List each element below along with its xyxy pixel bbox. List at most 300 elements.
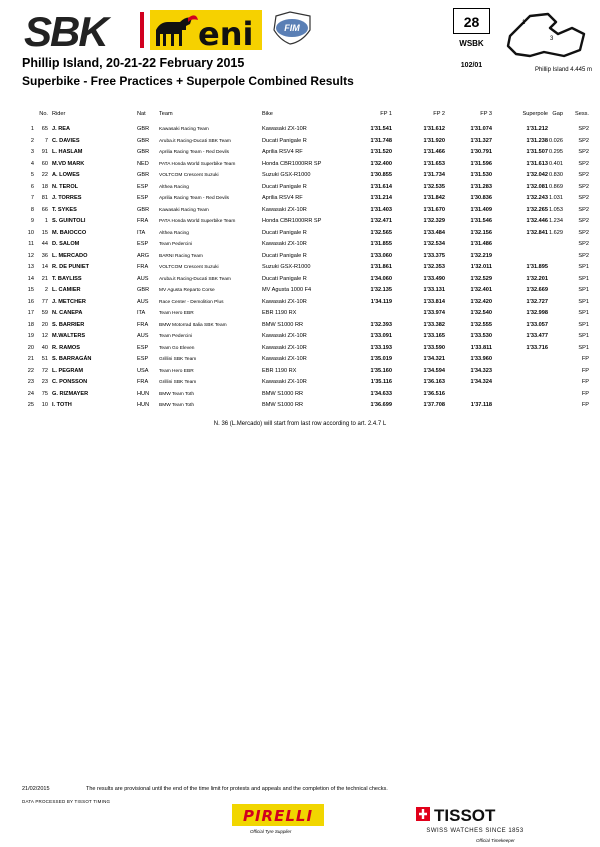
cell-no: 75 bbox=[41, 390, 48, 397]
cell-bike: BMW S1000 RR bbox=[262, 321, 304, 328]
grid-note: N. 36 (L.Mercado) will start from last row according to art. 2.4.7 L bbox=[213, 421, 387, 427]
cell-nat: GBR bbox=[137, 126, 150, 132]
cell-fp1: 1'32.393 bbox=[370, 321, 392, 328]
cell-rider: N. TEROL bbox=[52, 183, 79, 190]
cell-team: Aprilia Racing Team - Red Devils bbox=[159, 150, 230, 155]
cell-nat: AUS bbox=[137, 298, 149, 305]
cell-nat: FRA bbox=[137, 379, 149, 385]
cell-fp2: 1'33.590 bbox=[423, 344, 445, 351]
table-row bbox=[22, 193, 590, 205]
cell-fp3: 1'31.596 bbox=[470, 160, 492, 167]
cell-rider: M.VD MARK bbox=[52, 160, 85, 167]
cell-gap: 1.053 bbox=[549, 206, 563, 213]
cell-rider: S. BARRAGÁN bbox=[52, 356, 92, 362]
cell-team: Race Center - Demolition Plus bbox=[159, 299, 224, 305]
cell-no: 36 bbox=[41, 252, 48, 259]
series-label: WSBK bbox=[459, 39, 484, 48]
cell-fp1: 1'32.565 bbox=[370, 229, 392, 236]
cell-fp3: 1'34.323 bbox=[470, 367, 492, 374]
cell-bike: Kawasaki ZX-10R bbox=[262, 379, 307, 385]
cell-pos: 23 bbox=[27, 379, 34, 385]
cell-pos: 17 bbox=[27, 310, 34, 316]
cell-rider: L. PEGRAM bbox=[52, 367, 84, 374]
table-row bbox=[22, 400, 590, 412]
cell-team: Althea Racing bbox=[159, 230, 189, 236]
cell-pos: 11 bbox=[28, 241, 34, 247]
cell-team: MV Agusta Reparto Corse bbox=[159, 288, 215, 293]
cell-no: 1 bbox=[44, 218, 48, 224]
cell-bike: Ducati Panigale R bbox=[262, 252, 307, 259]
cell-sp: 1'33.057 bbox=[526, 321, 548, 328]
cell-team: Althea Racing bbox=[159, 184, 189, 190]
table-row bbox=[22, 262, 590, 274]
cell-sess: SP2 bbox=[578, 149, 589, 155]
cell-bike: Kawasaki ZX-10R bbox=[262, 344, 307, 351]
cell-rider: C. DAVIES bbox=[52, 137, 80, 144]
cell-fp1: 1'31.748 bbox=[370, 137, 392, 144]
table-row bbox=[22, 377, 590, 389]
cell-pos: 5 bbox=[30, 172, 34, 178]
cell-nat: FRA bbox=[137, 218, 149, 224]
col-fp3: FP 3 bbox=[480, 111, 492, 117]
cell-pos: 4 bbox=[30, 160, 34, 167]
table-row bbox=[22, 285, 590, 297]
col-superpole: Superpole bbox=[522, 111, 548, 117]
table-row bbox=[22, 182, 590, 194]
col-rider: Rider bbox=[52, 111, 66, 117]
cell-bike: EBR 1190 RX bbox=[262, 310, 297, 316]
cell-bike: Ducati Panigale R bbox=[262, 229, 307, 236]
cell-fp2: 1'31.842 bbox=[423, 195, 445, 201]
cell-gap: 1.234 bbox=[549, 218, 563, 224]
svg-text:FIM: FIM bbox=[284, 23, 300, 33]
cell-nat: GBR bbox=[137, 206, 150, 213]
cell-no: 14 bbox=[41, 264, 48, 270]
cell-no: 21 bbox=[41, 275, 48, 282]
cell-nat: GBR bbox=[137, 287, 150, 293]
cell-rider: G. RIZMAYER bbox=[52, 390, 89, 397]
cell-pos: 25 bbox=[27, 402, 34, 408]
cell-sp: 1'32.081 bbox=[526, 183, 548, 190]
cell-team: Kawasaki Racing Team bbox=[159, 127, 209, 132]
col-gap: Gap bbox=[552, 111, 563, 117]
table-row bbox=[22, 159, 590, 171]
cell-gap: 0.830 bbox=[549, 172, 563, 178]
cell-fp3: 1'32.420 bbox=[470, 298, 492, 305]
cell-fp1: 1'32.135 bbox=[370, 287, 392, 293]
col-sess: Sess. bbox=[575, 111, 589, 117]
cell-no: 44 bbox=[41, 241, 48, 247]
table-row bbox=[22, 354, 590, 366]
tissot-logo bbox=[416, 804, 534, 836]
cell-sp: 1'32.841 bbox=[526, 229, 548, 236]
cell-no: 23 bbox=[41, 379, 48, 385]
cell-no: 22 bbox=[41, 172, 48, 178]
timing-credit: DATA PROCESSED BY TISSOT TIMING bbox=[22, 799, 111, 804]
cell-fp1: 1'35.116 bbox=[370, 379, 392, 385]
cell-bike: BMW S1000 RR bbox=[262, 390, 304, 397]
cell-no: 20 bbox=[41, 321, 48, 328]
cell-nat: ARG bbox=[137, 252, 150, 259]
cell-team: Team Go Eleven bbox=[159, 345, 195, 351]
eni-wordmark: eni bbox=[198, 15, 254, 52]
cell-rider: L. HASLAM bbox=[52, 149, 83, 155]
cell-no: 40 bbox=[41, 344, 48, 351]
table-row bbox=[22, 124, 590, 136]
cell-pos: 2 bbox=[30, 137, 34, 144]
cell-rider: R. RAMOS bbox=[52, 344, 80, 351]
cell-sess: SP2 bbox=[578, 160, 589, 167]
col-no: No. bbox=[39, 111, 48, 117]
col-bike: Bike bbox=[262, 111, 273, 117]
cell-sess: FP bbox=[581, 356, 589, 362]
cell-sess: SP2 bbox=[578, 195, 589, 201]
tyre-supplier-caption: Official Tyre Supplier bbox=[250, 829, 292, 834]
cell-fp1: 1'35.160 bbox=[370, 367, 392, 374]
cell-bike: Aprilia RSV4 RF bbox=[262, 149, 303, 155]
cell-no: 77 bbox=[41, 298, 48, 305]
timekeeper-caption: Official Timekeeper bbox=[476, 838, 515, 843]
cell-fp2: 1'32.329 bbox=[423, 218, 445, 224]
cell-pos: 18 bbox=[27, 321, 34, 328]
cell-sp: 1'31.507 bbox=[526, 149, 548, 155]
cell-fp2: 1'32.353 bbox=[423, 264, 445, 270]
round-number: 28 bbox=[453, 8, 490, 34]
cell-fp2: 1'31.920 bbox=[423, 137, 445, 144]
cell-sp: 1'31.238 bbox=[526, 137, 548, 144]
cell-rider: I. TOTH bbox=[52, 402, 72, 408]
table-row bbox=[22, 136, 590, 148]
sbk-eni-logo bbox=[22, 8, 322, 52]
cell-gap: 0.401 bbox=[549, 160, 563, 167]
footer-disclaimer: The results are provisional until the end of the time limit for protests and appeals and the completion of the technical checks. bbox=[86, 786, 388, 792]
cell-team: BMW Motorrad Italia SBK Team bbox=[159, 322, 227, 328]
cell-pos: 21 bbox=[27, 356, 34, 362]
cell-sess: SP1 bbox=[578, 344, 589, 351]
fim-logo bbox=[274, 12, 310, 44]
cell-bike: Ducati Panigale R bbox=[262, 137, 307, 144]
cell-nat: ESP bbox=[137, 356, 149, 362]
cell-sess: SP1 bbox=[578, 275, 589, 282]
cell-fp3: 1'31.327 bbox=[470, 137, 492, 144]
cell-fp1: 1'34.060 bbox=[370, 275, 392, 282]
cell-team: Aruba.it Racing-Ducati SBK Team bbox=[159, 138, 231, 144]
cell-team: PATA Honda World Superbike Team bbox=[159, 161, 236, 167]
cell-sess: SP2 bbox=[578, 172, 589, 178]
cell-gap: 0.869 bbox=[549, 183, 563, 190]
cell-sess: SP1 bbox=[578, 298, 589, 305]
col-fp2: FP 2 bbox=[433, 111, 445, 117]
cell-nat: GBR bbox=[137, 172, 150, 178]
cell-no: 60 bbox=[41, 160, 48, 167]
cell-nat: AUS bbox=[137, 333, 149, 339]
cell-team: VOLTCOM Crescent Suzuki bbox=[159, 265, 219, 270]
cell-fp2: 1'34.594 bbox=[423, 367, 445, 374]
track-map-icon bbox=[500, 6, 592, 68]
cell-no: 10 bbox=[41, 402, 48, 408]
document-code: 102/01 bbox=[460, 62, 483, 69]
cell-no: 2 bbox=[44, 287, 48, 293]
cell-fp3: 1'31.074 bbox=[470, 126, 492, 132]
cell-sess: FP bbox=[581, 390, 589, 397]
cell-no: 15 bbox=[41, 229, 48, 236]
cell-sp: 1'32.669 bbox=[526, 287, 548, 293]
cell-nat: ITA bbox=[137, 229, 146, 236]
cell-team: Aruba.it Racing-Ducati SBK Team bbox=[159, 276, 231, 282]
table-row bbox=[22, 366, 590, 378]
cell-fp1: 1'33.091 bbox=[370, 333, 392, 339]
cell-fp2: 1'32.535 bbox=[423, 183, 445, 190]
sbk-wordmark: SBK bbox=[24, 8, 107, 52]
table-row bbox=[22, 320, 590, 332]
cell-fp3: 1'31.283 bbox=[470, 183, 492, 190]
cell-fp2: 1'31.653 bbox=[423, 160, 445, 167]
cell-rider: J. REA bbox=[52, 126, 71, 132]
cell-fp2: 1'37.708 bbox=[423, 402, 445, 408]
cell-bike: Kawasaki ZX-10R bbox=[262, 298, 307, 305]
cell-bike: Kawasaki ZX-10R bbox=[262, 241, 307, 247]
cell-no: 51 bbox=[41, 356, 48, 362]
cell-sess: SP2 bbox=[578, 206, 589, 213]
col-fp1: FP 1 bbox=[380, 111, 392, 117]
cell-fp1: 1'31.520 bbox=[370, 149, 392, 155]
table-row bbox=[22, 216, 590, 228]
cell-team: Grillini SBK Team bbox=[159, 380, 197, 385]
col-nat: Nat bbox=[137, 111, 146, 117]
col-team: Team bbox=[159, 111, 173, 117]
cell-bike: Honda CBR1000RR SP bbox=[262, 218, 322, 224]
cell-sess: SP2 bbox=[578, 183, 589, 190]
cell-fp3: 1'30.791 bbox=[470, 149, 492, 155]
cell-no: 7 bbox=[44, 137, 48, 144]
cell-fp3: 1'32.401 bbox=[470, 287, 492, 293]
cell-gap: 0.295 bbox=[549, 149, 563, 155]
cell-pos: 13 bbox=[27, 264, 34, 270]
cell-team: Team Hero EBR bbox=[159, 311, 194, 316]
cell-bike: Ducati Panigale R bbox=[262, 183, 307, 190]
cell-rider: S. GUINTOLI bbox=[52, 218, 86, 224]
cell-sp: 1'32.727 bbox=[526, 298, 548, 305]
cell-fp2: 1'33.490 bbox=[423, 275, 445, 282]
cell-bike: Suzuki GSX-R1000 bbox=[262, 172, 311, 178]
cell-team: BMW Team Toth bbox=[159, 391, 195, 397]
cell-team: Grillini SBK Team bbox=[159, 357, 197, 362]
session-title: Superbike - Free Practices + Superpole Combined Results bbox=[22, 74, 354, 88]
cell-team: VOLTCOM Crescent Suzuki bbox=[159, 173, 219, 178]
cell-fp2: 1'31.612 bbox=[423, 126, 445, 132]
cell-sp: 1'31.895 bbox=[526, 264, 548, 270]
cell-sp: 1'32.265 bbox=[526, 206, 548, 213]
table-row bbox=[22, 251, 590, 263]
cell-fp3: 1'30.836 bbox=[470, 195, 492, 201]
cell-team: Team Pedercini bbox=[159, 242, 193, 247]
cell-bike: Kawasaki ZX-10R bbox=[262, 333, 307, 339]
table-row bbox=[22, 228, 590, 240]
cell-nat: FRA bbox=[137, 321, 149, 328]
cell-fp3: 1'32.555 bbox=[470, 321, 492, 328]
cell-fp3: 1'31.530 bbox=[470, 172, 492, 178]
cell-sess: SP2 bbox=[578, 126, 589, 132]
cell-nat: ESP bbox=[137, 241, 149, 247]
cell-sess: SP2 bbox=[578, 241, 589, 247]
cell-fp3: 1'32.156 bbox=[470, 229, 492, 236]
cell-rider: J. METCHER bbox=[52, 298, 86, 305]
cell-bike: BMW S1000 RR bbox=[262, 402, 304, 408]
cell-fp1: 1'32.400 bbox=[370, 160, 392, 167]
cell-fp3: 1'33.811 bbox=[470, 344, 492, 351]
cell-sess: SP1 bbox=[578, 333, 589, 339]
table-row bbox=[22, 297, 590, 309]
cell-pos: 9 bbox=[30, 218, 34, 224]
table-row bbox=[22, 389, 590, 401]
cell-pos: 12 bbox=[27, 252, 34, 259]
cell-sess: SP1 bbox=[578, 321, 589, 328]
cell-team: Kawasaki Racing Team bbox=[159, 207, 209, 213]
track-length: Phillip Island 4.445 m bbox=[534, 67, 592, 73]
cell-nat: ESP bbox=[137, 183, 149, 190]
cell-pos: 19 bbox=[27, 333, 34, 339]
cell-sess: SP2 bbox=[578, 137, 589, 144]
cell-fp3: 1'32.540 bbox=[470, 310, 492, 316]
cell-rider: S. BARRIER bbox=[52, 321, 85, 328]
cell-fp1: 1'34.633 bbox=[370, 390, 392, 397]
cell-sp: 1'32.998 bbox=[526, 310, 548, 316]
cell-sess: SP1 bbox=[578, 310, 589, 316]
cell-rider: C. PONSSON bbox=[52, 379, 88, 385]
cell-sp: 1'32.446 bbox=[526, 218, 548, 224]
cell-pos: 14 bbox=[27, 275, 34, 282]
cell-nat: NED bbox=[137, 160, 149, 167]
cell-fp2: 1'31.466 bbox=[423, 149, 445, 155]
cell-fp2: 1'32.534 bbox=[423, 241, 445, 247]
cell-gap: 1.629 bbox=[549, 229, 563, 236]
table-row bbox=[22, 331, 590, 343]
cell-rider: M.WALTERS bbox=[52, 333, 86, 339]
cell-bike: Ducati Panigale R bbox=[262, 275, 307, 282]
cell-fp2: 1'33.375 bbox=[423, 252, 445, 259]
cell-fp1: 1'34.119 bbox=[370, 298, 392, 305]
cell-bike: EBR 1190 RX bbox=[262, 367, 297, 374]
table-row bbox=[22, 308, 590, 320]
cell-no: 72 bbox=[41, 367, 48, 374]
svg-text:3: 3 bbox=[550, 36, 554, 42]
results-table bbox=[22, 124, 590, 412]
cell-bike: Honda CBR1000RR SP bbox=[262, 160, 322, 167]
cell-team: BARNI Racing Team bbox=[159, 253, 203, 259]
cell-sess: SP2 bbox=[578, 218, 589, 224]
cell-sp: 1'31.613 bbox=[526, 160, 548, 167]
cell-fp3: 1'31.486 bbox=[470, 241, 492, 247]
cell-pos: 20 bbox=[27, 344, 34, 351]
svg-text:1: 1 bbox=[522, 20, 526, 26]
cell-no: 66 bbox=[41, 206, 48, 213]
cell-fp1: 1'31.214 bbox=[370, 195, 392, 201]
cell-rider: T. SYKES bbox=[52, 206, 77, 213]
cell-fp2: 1'33.165 bbox=[423, 333, 445, 339]
cell-fp2: 1'33.974 bbox=[423, 310, 445, 316]
cell-pos: 24 bbox=[27, 390, 34, 397]
cell-pos: 7 bbox=[30, 195, 34, 201]
table-header bbox=[22, 111, 590, 121]
cell-pos: 22 bbox=[27, 367, 34, 374]
cell-pos: 3 bbox=[30, 149, 34, 155]
cell-nat: ESP bbox=[137, 195, 149, 201]
cell-sp: 1'32.201 bbox=[526, 275, 548, 282]
cell-sp: 1'32.042 bbox=[526, 172, 548, 178]
cell-sess: FP bbox=[581, 379, 589, 385]
cell-sp: 1'33.716 bbox=[526, 344, 548, 351]
cell-rider: N. CANEPA bbox=[52, 310, 83, 316]
cell-sess: SP2 bbox=[578, 252, 589, 259]
cell-fp3: 1'34.324 bbox=[470, 379, 492, 385]
pirelli-logo bbox=[232, 804, 324, 826]
cell-fp3: 1'37.118 bbox=[470, 402, 492, 408]
cell-no: 91 bbox=[41, 149, 48, 155]
cell-team: Team Hero EBR bbox=[159, 368, 194, 374]
cell-no: 18 bbox=[41, 183, 48, 190]
cell-bike: Kawasaki ZX-10R bbox=[262, 126, 307, 132]
cell-fp1: 1'30.855 bbox=[370, 172, 392, 178]
cell-rider: A. LOWES bbox=[52, 172, 80, 178]
cell-fp1: 1'35.019 bbox=[370, 356, 392, 362]
cell-pos: 6 bbox=[30, 183, 34, 190]
cell-fp3: 1'33.530 bbox=[470, 333, 492, 339]
table-row bbox=[22, 239, 590, 251]
cell-nat: ITA bbox=[137, 310, 146, 316]
cell-no: 81 bbox=[41, 195, 48, 201]
cell-nat: ESP bbox=[137, 344, 149, 351]
table-row bbox=[22, 274, 590, 286]
cell-pos: 8 bbox=[30, 206, 34, 213]
cell-sess: FP bbox=[581, 402, 589, 408]
cell-fp2: 1'33.131 bbox=[423, 287, 445, 293]
table-row bbox=[22, 147, 590, 159]
cell-no: 59 bbox=[41, 310, 48, 316]
cell-fp1: 1'31.541 bbox=[370, 126, 392, 132]
cell-fp1: 1'33.060 bbox=[370, 252, 392, 259]
cell-fp3: 1'32.529 bbox=[470, 275, 492, 282]
cell-sp: 1'32.243 bbox=[526, 195, 548, 201]
cell-fp1: 1'31.855 bbox=[370, 241, 392, 247]
cell-fp3: 1'31.546 bbox=[470, 218, 492, 224]
pirelli-wordmark: PIRELLI bbox=[242, 807, 314, 825]
cell-rider: T. BAYLISS bbox=[52, 275, 82, 282]
cell-nat: GBR bbox=[137, 149, 150, 155]
cell-nat: USA bbox=[137, 367, 149, 374]
cell-fp3: 1'31.409 bbox=[470, 206, 492, 213]
cell-fp2: 1'36.516 bbox=[423, 390, 445, 397]
cell-rider: L. CAMIER bbox=[52, 287, 81, 293]
cell-bike: Kawasaki ZX-10R bbox=[262, 206, 307, 213]
event-title: Phillip Island, 20-21-22 February 2015 bbox=[22, 56, 245, 70]
cell-bike: MV Agusta 1000 F4 bbox=[262, 287, 312, 293]
cell-pos: 10 bbox=[27, 229, 34, 236]
cell-nat: HUN bbox=[137, 402, 150, 408]
cell-nat: AUS bbox=[137, 275, 149, 282]
cell-fp2: 1'31.670 bbox=[423, 206, 445, 213]
cell-fp2: 1'34.321 bbox=[423, 356, 445, 362]
table-row bbox=[22, 205, 590, 217]
table-row bbox=[22, 343, 590, 355]
cell-nat: GBR bbox=[137, 137, 150, 144]
cell-sp: 1'33.477 bbox=[526, 333, 548, 339]
cell-sess: SP2 bbox=[578, 229, 589, 236]
cell-sp: 1'31.212 bbox=[526, 126, 548, 132]
cell-pos: 15 bbox=[27, 287, 34, 293]
cell-no: 12 bbox=[41, 333, 48, 339]
table-row bbox=[22, 170, 590, 182]
cell-fp1: 1'36.699 bbox=[370, 402, 392, 408]
